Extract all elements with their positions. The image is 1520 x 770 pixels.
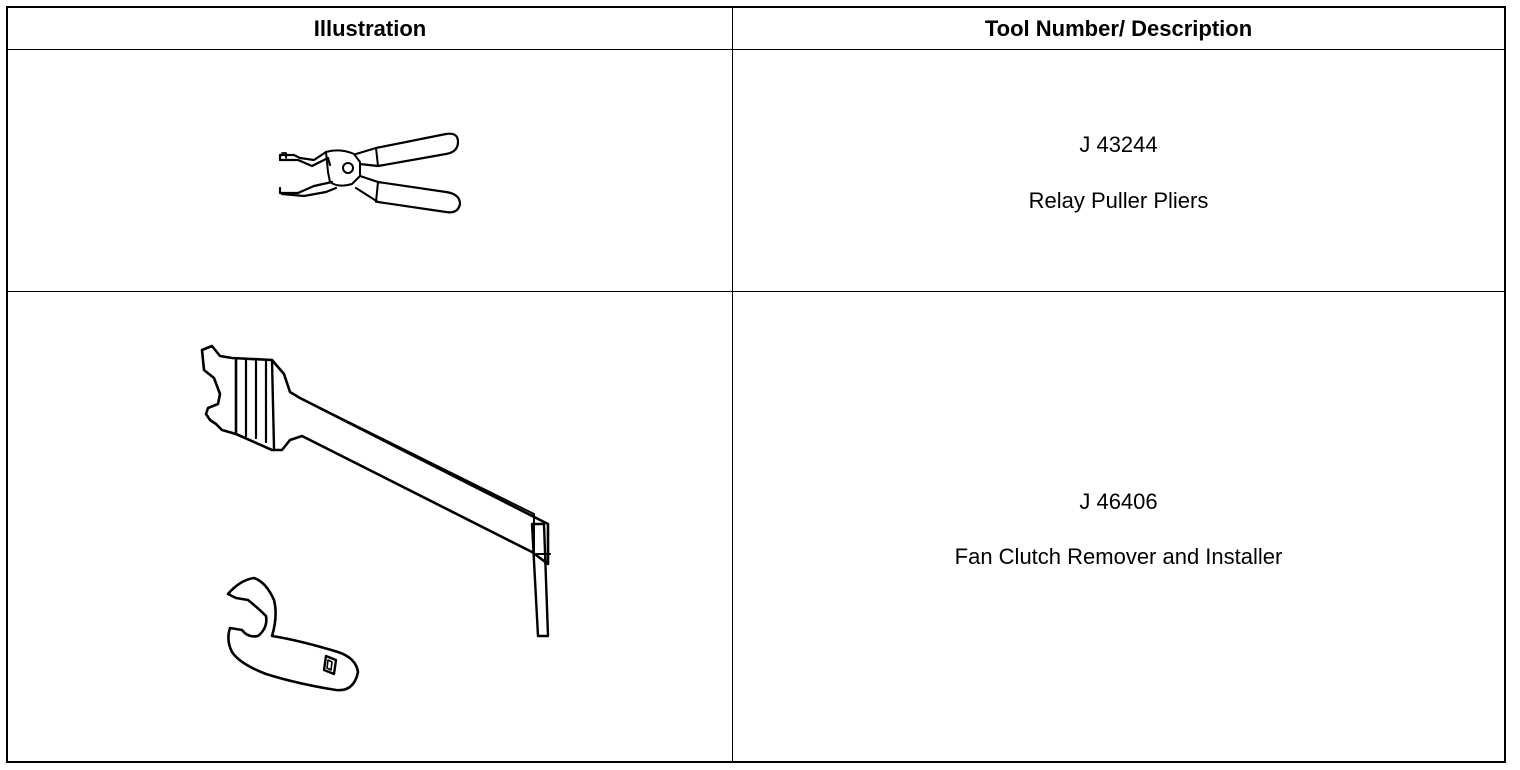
row-divider xyxy=(8,291,1504,292)
column-divider xyxy=(732,8,733,761)
fan-clutch-tool-icon xyxy=(188,338,588,698)
table-header-row xyxy=(8,8,1504,50)
tool-table xyxy=(6,6,1506,763)
tool-number: J 43244 xyxy=(1079,132,1158,157)
header-tool-description: Tool Number/ Description xyxy=(984,16,1253,41)
tool-description: Fan Clutch Remover and Installer xyxy=(954,544,1283,569)
tool-number: J 46406 xyxy=(1079,489,1158,514)
tool-description: Relay Puller Pliers xyxy=(1028,188,1209,213)
relay-puller-pliers-icon xyxy=(268,120,468,215)
header-illustration: Illustration xyxy=(313,16,427,41)
